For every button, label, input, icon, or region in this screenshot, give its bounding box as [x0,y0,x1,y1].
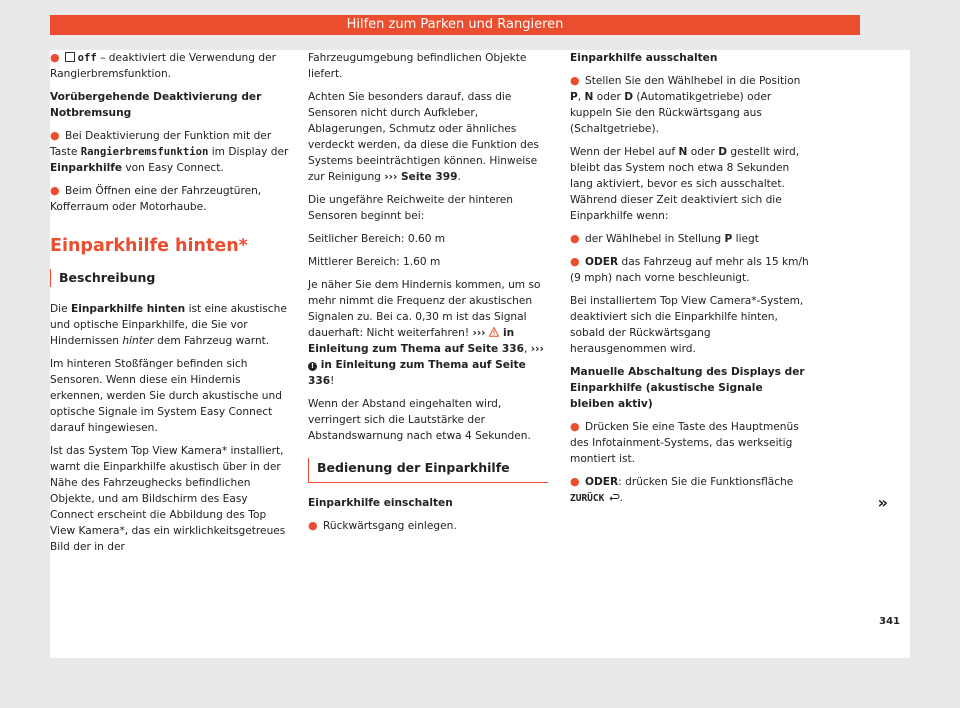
subsection-heading: Beschreibung [50,269,290,287]
off-option: ● off – deaktiviert die Verwendung der Rangierbremsfunktion. [50,51,276,80]
page-number: 341 [879,616,900,627]
page-reference-link[interactable]: ››› Seite 399 [384,171,458,183]
paragraph: Je näher Sie dem Hindernis kommen, um so mehr nimmt die Frequenz der akustischen Signalen zu. Bei ca. 0,30 m ist das Signal dauerhaft: Nicht weiterfahren! ››› in Einleitung zum Thema auf Seite 336, ››› ! in Einleitung zum Thema auf Seite 336! [308,279,544,387]
bullet-icon: ● [570,475,580,488]
back-arrow-icon [608,493,620,502]
column-1 [50,50,290,562]
back-button-label: ZURÜCK [570,493,605,504]
list-item: ● Rückwärtsgang einlegen. [308,519,457,532]
list-item: ● Stellen Sie den Wählhebel in die Position P, N oder D (Automatikgetriebe) oder kuppeln Sie den Rückwärtsgang aus (Schaltgetriebe). [570,74,801,135]
column-3 [570,50,810,514]
chapter-title: Hilfen zum Parken und Rangieren [346,17,564,32]
continue-mark: » [877,493,888,512]
checkbox-icon [65,52,75,62]
paragraph: Wenn der Abstand eingehalten wird, verringert sich die Lautstärke der Abstandswarnung nach etwa 4 Sekunden. [308,398,531,442]
list-item: ● Bei Deaktivierung der Funktion mit der Taste Rangierbremsfunktion im Display der Einparkhilfe von Easy Connect. [50,129,289,174]
manual-deactivation-heading: Manuelle Abschaltung des Displays der Einparkhilfe (akustische Signale bleiben aktiv) [570,366,805,410]
warning-reference-link[interactable]: ››› in Einleitung zum Thema auf Seite 336 [308,327,525,355]
list-item: ● Beim Öffnen eine der Fahrzeugtüren, Kofferraum oder Motorhaube. [50,184,262,213]
paragraph: Bei installiertem Top View Camera*-System, deaktiviert sich die Einparkhilfe hinten, sobald der Rückwärtsgang herausgenommen wird. [570,295,804,355]
central-range: Mittlerer Bereich: 1.60 m [308,256,441,268]
paragraph: Wenn der Hebel auf N oder D gestellt wird, bleibt das System noch etwa 8 Sekunden lang aktiviert, bevor es sich ausschaltet. Während dieser Zeit deaktiviert sich die Einparkhilfe wenn: [570,146,800,222]
chapter-header [50,15,860,35]
paragraph: Ist das System Top View Kamera* installiert, warnt die Einparkhilfe akustisch über in der Nähe des Fahrzeughecks befindlichen Objekte, und am Bildschirm des Easy Connect erscheint die Abbildung des Top View Kamera*, das ein wirklichkeitsgetreues Bild der in der [50,445,286,553]
bullet-icon: ● [308,519,318,532]
paragraph: Die Einparkhilfe hinten ist eine akustische und optische Einparkhilfe, die Sie vor Hindernissen hinter dem Fahrzeug warnt. [50,303,287,347]
info-reference-link[interactable]: ››› ! in Einleitung zum Thema auf Seite 336 [308,343,544,387]
section-title: Einparkhilfe hinten* [50,236,248,256]
bullet-icon: ● [50,184,60,197]
off-label: off [77,52,97,64]
paragraph: Fahrzeugumgebung befindlichen Objekte liefert. [308,52,527,80]
deactivation-heading: Einparkhilfe ausschalten [570,52,718,64]
button-label-code: Rangierbremsfunktion [80,146,209,158]
paragraph: Achten Sie besonders darauf, dass die Sensoren nicht durch Aufkleber, Ablagerungen, Schmutz oder ähnliches verdeckt werden, da diese die Funktion des Systems beeinträchtigen können. Hinweise zur Reinigung ››› Seite 399. [308,91,539,183]
subsection-heading: Bedienung der Einparkhilfe [308,458,548,483]
column-2 [308,50,548,541]
list-item: ● Drücken Sie eine Taste des Hauptmenüs des Infotainment-Systems, das werkseitig montiert ist. [570,420,799,465]
warning-triangle-icon [489,327,499,337]
temp-deactivation-heading: Vorübergehende Deaktivierung der Notbremsung [50,91,262,119]
list-item: ● ODER das Fahrzeug auf mehr als 15 km/h (9 mph) nach vorne beschleunigt. [570,255,809,284]
bullet-icon: ● [570,232,580,245]
bullet-icon: ● [570,74,580,87]
paragraph: Die ungefähre Reichweite der hinteren Sensoren beginnt bei: [308,194,514,222]
bullet-icon: ● [50,51,60,64]
lateral-range: Seitlicher Bereich: 0.60 m [308,233,446,245]
activation-heading: Einparkhilfe einschalten [308,497,453,509]
list-item: ● ODER: drücken Sie die Funktionsfläche ZURÜCK . [570,475,794,504]
info-icon: ! [308,362,317,371]
paragraph: Im hinteren Stoßfänger befinden sich Sensoren. Wenn diese ein Hindernis erkennen, werden Sie durch akustische und optische Signale im System Easy Connect darauf hingewiesen. [50,358,282,434]
bullet-icon: ● [570,255,580,268]
bullet-icon: ● [50,129,60,142]
bullet-icon: ● [570,420,580,433]
list-item: ● der Wählhebel in Stellung P liegt [570,232,759,245]
